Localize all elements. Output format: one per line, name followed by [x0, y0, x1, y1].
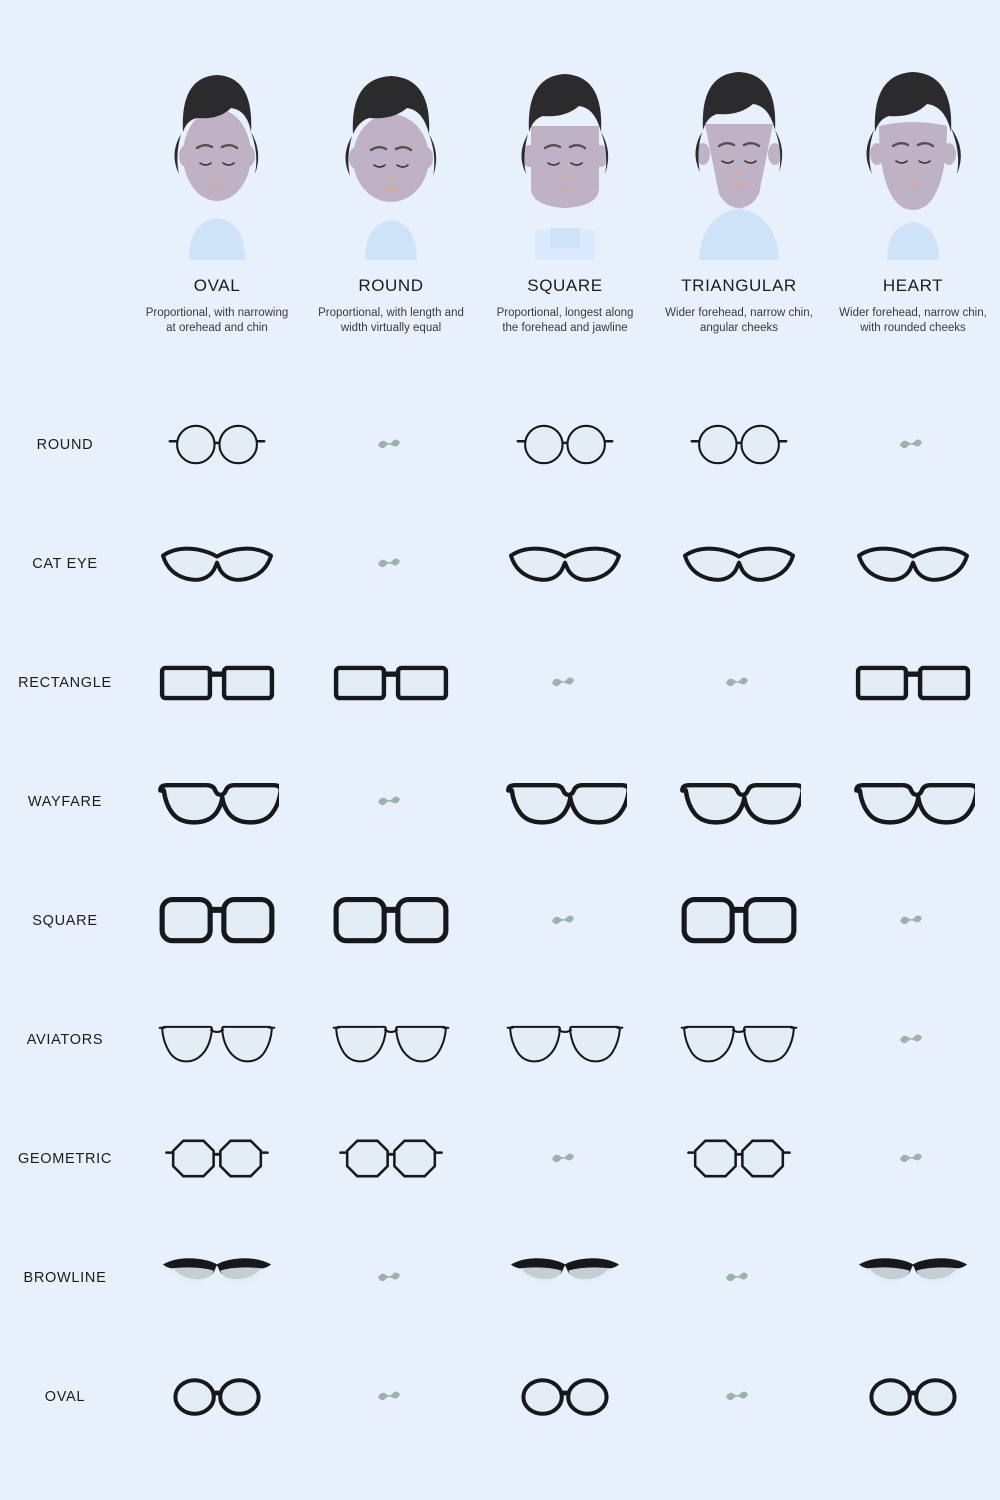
face-illustration-square — [495, 60, 635, 260]
match-cell-square-browline[interactable] — [478, 1218, 652, 1337]
matrix-row — [0, 385, 1000, 504]
match-cell-round-rectangle[interactable] — [304, 623, 478, 742]
face-shape-column-triangular — [652, 60, 826, 336]
face-shape-title: SQUARE — [527, 276, 603, 295]
match-cell-heart-rectangle[interactable] — [826, 623, 1000, 742]
match-cell-triangular-square[interactable] — [652, 861, 826, 980]
face-shape-column-round — [304, 60, 478, 336]
wayfare-glasses-icon — [677, 771, 801, 833]
no-match-cell-round[interactable] — [304, 504, 478, 623]
tilde-icon — [878, 1022, 948, 1057]
match-cell-oval-browline[interactable] — [130, 1218, 304, 1337]
rectangle-glasses-icon — [329, 652, 453, 714]
no-match-cell-square[interactable] — [478, 861, 652, 980]
frame-style-label: OVAL — [44, 1388, 86, 1405]
cateye-glasses-icon — [678, 533, 800, 594]
oval-glasses-icon — [509, 1369, 621, 1425]
no-match-cell-triangular[interactable] — [652, 1337, 826, 1456]
match-cell-heart-oval[interactable] — [826, 1337, 1000, 1456]
match-cell-triangular-aviator[interactable] — [652, 980, 826, 1099]
square-glasses-icon — [679, 891, 799, 951]
round-glasses-icon — [160, 416, 274, 473]
frame-style-label: CAT EYE — [32, 555, 98, 572]
match-cell-round-geometric[interactable] — [304, 1099, 478, 1218]
no-match-cell-triangular[interactable] — [652, 1218, 826, 1337]
aviator-glasses-icon — [332, 1010, 450, 1069]
tilde-icon — [356, 1379, 426, 1414]
face-shape-description: Proportional, with narrowing at orehead and chin — [145, 307, 289, 334]
face-shape-column-square — [478, 60, 652, 336]
browline-glasses-icon — [852, 1247, 974, 1308]
tilde-icon — [356, 784, 426, 819]
matrix-row — [0, 1099, 1000, 1218]
matrix-row — [0, 742, 1000, 861]
match-cell-triangular-wayfare[interactable] — [652, 742, 826, 861]
face-shape-description: Wider forehead, narrow chin, angular cheeks — [665, 307, 813, 334]
cateye-glasses-icon — [852, 533, 974, 594]
match-cell-heart-wayfare[interactable] — [826, 742, 1000, 861]
face-shape-title: ROUND — [358, 276, 424, 295]
match-cell-oval-oval[interactable] — [130, 1337, 304, 1456]
match-cell-round-square[interactable] — [304, 861, 478, 980]
geometric-glasses-icon — [680, 1129, 798, 1188]
match-cell-round-aviator[interactable] — [304, 980, 478, 1099]
no-match-cell-heart[interactable] — [826, 1099, 1000, 1218]
frame-style-label: GEOMETRIC — [17, 1150, 113, 1167]
match-cell-square-oval[interactable] — [478, 1337, 652, 1456]
glasses-matrix — [0, 385, 1000, 1456]
match-cell-square-wayfare[interactable] — [478, 742, 652, 861]
match-cell-triangular-cateye[interactable] — [652, 504, 826, 623]
tilde-icon — [878, 903, 948, 938]
face-illustration-heart — [843, 60, 983, 260]
match-cell-oval-rectangle[interactable] — [130, 623, 304, 742]
no-match-cell-heart[interactable] — [826, 385, 1000, 504]
matrix-row — [0, 1218, 1000, 1337]
face-shape-column-oval — [130, 60, 304, 336]
round-glasses-icon — [508, 416, 622, 473]
tilde-icon — [704, 1260, 774, 1295]
square-glasses-icon — [331, 891, 451, 951]
geometric-glasses-icon — [332, 1129, 450, 1188]
aviator-glasses-icon — [158, 1010, 276, 1069]
face-illustration-round — [321, 60, 461, 260]
match-cell-oval-square[interactable] — [130, 861, 304, 980]
face-illustration-oval — [147, 60, 287, 260]
face-illustration-triangular — [669, 60, 809, 260]
no-match-cell-square[interactable] — [478, 1099, 652, 1218]
match-cell-heart-cateye[interactable] — [826, 504, 1000, 623]
no-match-cell-round[interactable] — [304, 1337, 478, 1456]
face-shape-column-heart — [826, 60, 1000, 336]
frame-style-label: AVIATORS — [26, 1031, 104, 1048]
match-cell-square-round[interactable] — [478, 385, 652, 504]
match-cell-oval-geometric[interactable] — [130, 1099, 304, 1218]
tilde-icon — [704, 665, 774, 700]
face-shape-header-row — [130, 60, 1000, 336]
aviator-glasses-icon — [680, 1010, 798, 1069]
tilde-icon — [356, 427, 426, 462]
match-cell-square-cateye[interactable] — [478, 504, 652, 623]
no-match-cell-round[interactable] — [304, 742, 478, 861]
browline-glasses-icon — [156, 1247, 278, 1308]
rectangle-glasses-icon — [155, 652, 279, 714]
wayfare-glasses-icon — [503, 771, 627, 833]
match-cell-oval-wayfare[interactable] — [130, 742, 304, 861]
face-shape-title: OVAL — [193, 276, 241, 295]
no-match-cell-triangular[interactable] — [652, 623, 826, 742]
frame-style-label: SQUARE — [32, 912, 98, 929]
tilde-icon — [356, 546, 426, 581]
frame-style-label: WAYFARE — [27, 793, 103, 810]
frame-style-label: ROUND — [36, 436, 94, 453]
no-match-cell-round[interactable] — [304, 1218, 478, 1337]
face-shape-title: HEART — [882, 276, 944, 295]
face-shape-description: Wider forehead, narrow chin, with rounded cheeks — [839, 307, 987, 334]
match-cell-triangular-round[interactable] — [652, 385, 826, 504]
match-cell-square-aviator[interactable] — [478, 980, 652, 1099]
face-shape-description: Proportional, longest along the forehead and jawline — [496, 307, 634, 334]
match-cell-oval-aviator[interactable] — [130, 980, 304, 1099]
wayfare-glasses-icon — [851, 771, 975, 833]
matrix-row — [0, 861, 1000, 980]
cateye-glasses-icon — [504, 533, 626, 594]
aviator-glasses-icon — [506, 1010, 624, 1069]
rectangle-glasses-icon — [851, 652, 975, 714]
matrix-row — [0, 980, 1000, 1099]
face-shape-description: Proportional, with length and width virtually equal — [318, 307, 464, 334]
match-cell-oval-round[interactable] — [130, 385, 304, 504]
round-glasses-icon — [682, 416, 796, 473]
frame-style-label: RECTANGLE — [18, 674, 112, 691]
wayfare-glasses-icon — [155, 771, 279, 833]
geometric-glasses-icon — [158, 1129, 276, 1188]
oval-glasses-icon — [857, 1369, 969, 1425]
face-shape-title: TRIANGULAR — [681, 276, 797, 295]
square-glasses-icon — [157, 891, 277, 951]
tilde-icon — [530, 665, 600, 700]
oval-glasses-icon — [161, 1369, 273, 1425]
matrix-row — [0, 1337, 1000, 1456]
tilde-icon — [530, 903, 600, 938]
frame-style-label: BROWLINE — [23, 1269, 107, 1286]
browline-glasses-icon — [504, 1247, 626, 1308]
tilde-icon — [356, 1260, 426, 1295]
cateye-glasses-icon — [156, 533, 278, 594]
tilde-icon — [878, 1141, 948, 1176]
matrix-row — [0, 623, 1000, 742]
tilde-icon — [530, 1141, 600, 1176]
no-match-cell-square[interactable] — [478, 623, 652, 742]
match-cell-heart-browline[interactable] — [826, 1218, 1000, 1337]
tilde-icon — [878, 427, 948, 462]
tilde-icon — [704, 1379, 774, 1414]
match-cell-triangular-geometric[interactable] — [652, 1099, 826, 1218]
no-match-cell-heart[interactable] — [826, 980, 1000, 1099]
matrix-row — [0, 504, 1000, 623]
no-match-cell-heart[interactable] — [826, 861, 1000, 980]
match-cell-oval-cateye[interactable] — [130, 504, 304, 623]
no-match-cell-round[interactable] — [304, 385, 478, 504]
